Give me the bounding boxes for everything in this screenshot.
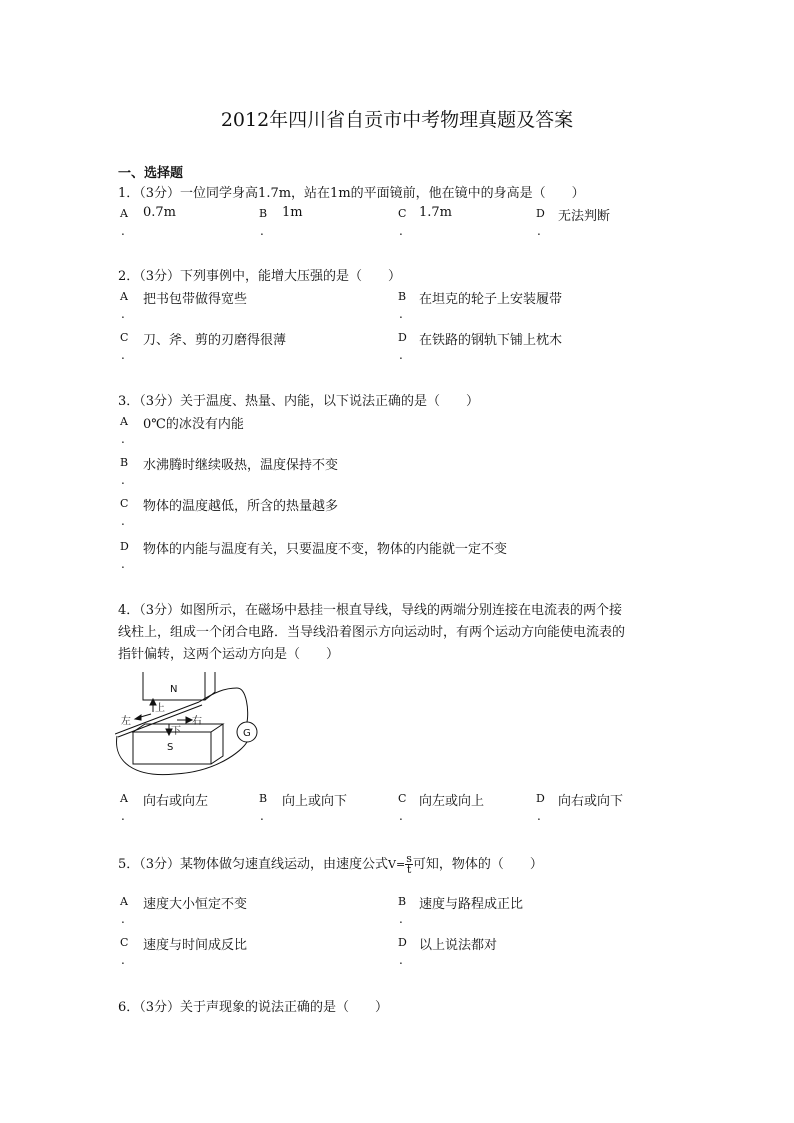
option-label: A [120, 207, 128, 220]
option-text: 以上说法都对 [419, 938, 498, 953]
option-dot: . [399, 224, 403, 238]
circuit-wire [117, 736, 247, 775]
option-text: 速度大小恒定不变 [143, 897, 248, 912]
option-label: B [259, 207, 268, 220]
option-text: 0.7m [143, 205, 177, 220]
option-text: 向左或向上 [419, 794, 485, 809]
option-text: 0℃的冰没有内能 [143, 417, 244, 432]
section-heading: 一、选择题 [118, 166, 184, 181]
formula-lhs: V= [388, 858, 406, 871]
magnetic-field-figure [115, 672, 265, 784]
option-dot: . [399, 307, 403, 321]
option-text: 刀、斧、剪的刃磨得很薄 [143, 333, 287, 348]
option-label: D [398, 331, 407, 344]
option-dot: . [121, 473, 125, 487]
option-dot: . [260, 224, 264, 238]
speed-formula [405, 854, 413, 875]
option-text: 速度与路程成正比 [419, 897, 524, 912]
option-text: 向右或向下 [558, 794, 624, 809]
option-label: D [536, 792, 545, 805]
question-5-stem [118, 853, 543, 875]
option-label: C [120, 497, 129, 510]
option-dot: . [399, 348, 403, 362]
formula-numerator: s [406, 852, 412, 865]
option-dot: . [121, 809, 125, 823]
question-5-stem-before: 5．（3分）某物体做匀速直线运动，由速度公式 [118, 857, 389, 872]
option-text: 在铁路的钢轨下铺上枕木 [419, 333, 563, 348]
option-text: 在坦克的轮子上安装履带 [419, 292, 563, 307]
option-dot: . [121, 432, 125, 446]
option-text: 1.7m [419, 205, 453, 220]
question-4-stem-line-3: 指针偏转，这两个运动方向是（ ） [118, 647, 340, 662]
formula-denominator: t [406, 863, 412, 876]
option-text: 无法判断 [558, 209, 611, 224]
galvanometer-label: G [243, 728, 251, 739]
option-dot: . [121, 307, 125, 321]
option-text: 物体的温度越低，所含的热量越多 [143, 499, 339, 514]
option-label: B [259, 792, 268, 805]
option-text: 1m [282, 205, 303, 220]
up-label: 上 [155, 703, 165, 714]
option-dot: . [399, 809, 403, 823]
option-label: D [536, 207, 545, 220]
option-text: 把书包带做得宽些 [143, 292, 248, 307]
option-dot: . [121, 953, 125, 967]
option-label: C [120, 331, 129, 344]
option-label: B [398, 290, 407, 303]
north-magnet [143, 672, 215, 700]
option-dot: . [121, 348, 125, 362]
left-label: 左 [121, 716, 131, 727]
page-title: 2012年四川省自贡市中考物理真题及答案 [220, 109, 574, 131]
option-dot: . [537, 809, 541, 823]
option-dot: . [260, 809, 264, 823]
down-label: 下 [171, 726, 181, 737]
question-5-stem-after: 可知，物体的（ ） [412, 857, 543, 872]
option-dot: . [537, 224, 541, 238]
option-label: C [398, 207, 407, 220]
north-pole-label: N [170, 684, 178, 695]
option-dot: . [399, 953, 403, 967]
option-text: 物体的内能与温度有关，只要温度不变，物体的内能就一定不变 [143, 542, 508, 557]
option-text: 向上或向下 [282, 794, 348, 809]
option-dot: . [121, 514, 125, 528]
option-label: D [120, 540, 129, 553]
option-text: 水沸腾时继续吸热，温度保持不变 [143, 458, 339, 473]
option-label: A [120, 895, 128, 908]
question-4-stem-line-1: 4．（3分）如图所示，在磁场中悬挂一根直导线，导线的两端分别连接在电流表的两个接 [118, 603, 623, 618]
option-text: 速度与时间成反比 [143, 938, 248, 953]
option-label: B [398, 895, 407, 908]
option-text: 向右或向左 [143, 794, 209, 809]
right-label: 右 [192, 716, 202, 727]
option-dot: . [121, 557, 125, 571]
option-dot: . [399, 912, 403, 926]
question-1-stem: 1．（3分）一位同学身高1.7m，站在1m的平面镜前，他在镜中的身高是（ ） [118, 186, 585, 201]
option-dot: . [121, 912, 125, 926]
option-label: C [398, 792, 407, 805]
question-4-stem-line-2: 线柱上，组成一个闭合电路．当导线沿着图示方向运动时，有两个运动方向能使电流表的 [118, 625, 626, 640]
south-pole-label: S [167, 742, 174, 753]
option-dot: . [121, 224, 125, 238]
option-label: C [120, 936, 129, 949]
option-label: A [120, 415, 128, 428]
question-2-stem: 2．（3分）下列事例中，能增大压强的是（ ） [118, 269, 402, 284]
option-label: A [120, 792, 128, 805]
option-label: B [120, 456, 129, 469]
option-label: D [398, 936, 407, 949]
question-6-stem: 6．（3分）关于声现象的说法正确的是（ ） [118, 1000, 389, 1015]
option-label: A [120, 290, 128, 303]
circuit-wire [199, 688, 248, 722]
question-3-stem: 3．（3分）关于温度、热量、内能，以下说法正确的是（ ） [118, 394, 480, 409]
